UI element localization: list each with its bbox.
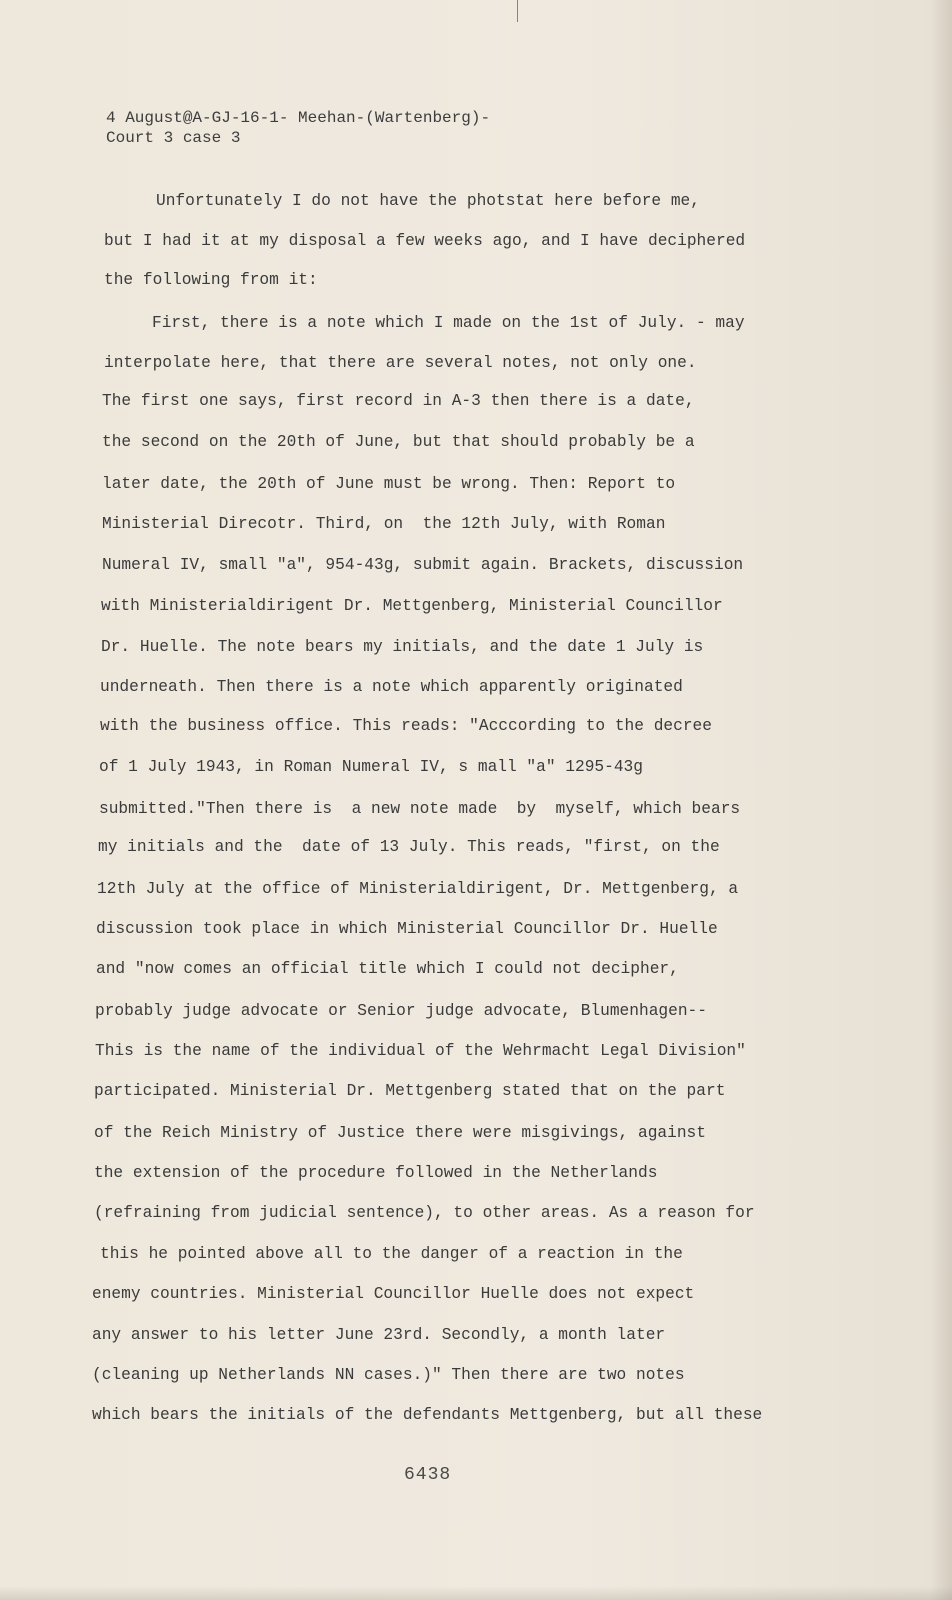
text-line: of the Reich Ministry of Justice there were misgivings, against (94, 1124, 706, 1142)
text-line: and "now comes an official title which I could not decipher, (96, 960, 679, 978)
text-line: (refraining from judicial sentence), to other areas. As a reason for (94, 1204, 755, 1222)
text-line: Ministerial Direcotr. Third, on the 12th July, with Roman (102, 515, 666, 533)
text-line: any answer to his letter June 23rd. Secondly, a month later (92, 1326, 666, 1344)
text-line: interpolate here, that there are several notes, not only one. (104, 354, 697, 372)
text-line: 12th July at the office of Ministerialdirigent, Dr. Mettgenberg, a (97, 880, 739, 898)
header-court-line: Court 3 case 3 (106, 129, 241, 147)
text-line: with Ministerialdirigent Dr. Mettgenberg, Ministerial Councillor (101, 597, 723, 615)
text-line: the following from it: (104, 271, 318, 289)
header-session-line: 4 August@A-GJ-16-1- Meehan-(Wartenberg)- (106, 109, 491, 127)
text-line: The first one says, first record in A-3 then there is a date, (102, 392, 695, 410)
text-line: submitted."Then there is a new note made by myself, which bears (99, 800, 741, 818)
text-line: of 1 July 1943, in Roman Numeral IV, s mall "a" 1295-43g (99, 758, 643, 776)
page-edge-shadow (930, 0, 952, 1600)
text-line: First, there is a note which I made on the 1st of July. - may (152, 314, 745, 332)
text-line: Unfortunately I do not have the photstat here before me, (156, 192, 700, 210)
text-line: the extension of the procedure followed in the Netherlands (94, 1164, 658, 1182)
text-line: the second on the 20th of June, but that should probably be a (102, 433, 695, 451)
text-line: my initials and the date of 13 July. This reads, "first, on the (98, 838, 720, 856)
text-line: with the business office. This reads: "Acccording to the decree (100, 717, 712, 735)
text-line: which bears the initials of the defendants Mettgenberg, but all these (92, 1406, 763, 1424)
text-line: probably judge advocate or Senior judge advocate, Blumenhagen-- (95, 1002, 707, 1020)
text-line: discussion took place in which Ministerial Councillor Dr. Huelle (96, 920, 718, 938)
text-line: Dr. Huelle. The note bears my initials, and the date 1 July is (101, 638, 704, 656)
binding-mark (517, 0, 518, 22)
text-line: enemy countries. Ministerial Councillor Huelle does not expect (92, 1285, 695, 1303)
text-line: this he pointed above all to the danger of a reaction in the (100, 1245, 683, 1263)
document-header (106, 108, 490, 148)
text-line: This is the name of the individual of the Wehrmacht Legal Division" (95, 1042, 746, 1060)
text-line: later date, the 20th of June must be wrong. Then: Report to (102, 475, 676, 493)
text-line: but I had it at my disposal a few weeks ago, and I have deciphered (104, 232, 746, 250)
page-number: 6438 (404, 1465, 452, 1485)
text-line: participated. Ministerial Dr. Mettgenberg stated that on the part (94, 1082, 726, 1100)
text-line: underneath. Then there is a note which apparently originated (100, 678, 683, 696)
text-line: Numeral IV, small "a", 954-43g, submit again. Brackets, discussion (102, 556, 744, 574)
text-line: (cleaning up Netherlands NN cases.)" Then there are two notes (92, 1366, 685, 1384)
page-bottom-shadow (0, 1586, 952, 1600)
